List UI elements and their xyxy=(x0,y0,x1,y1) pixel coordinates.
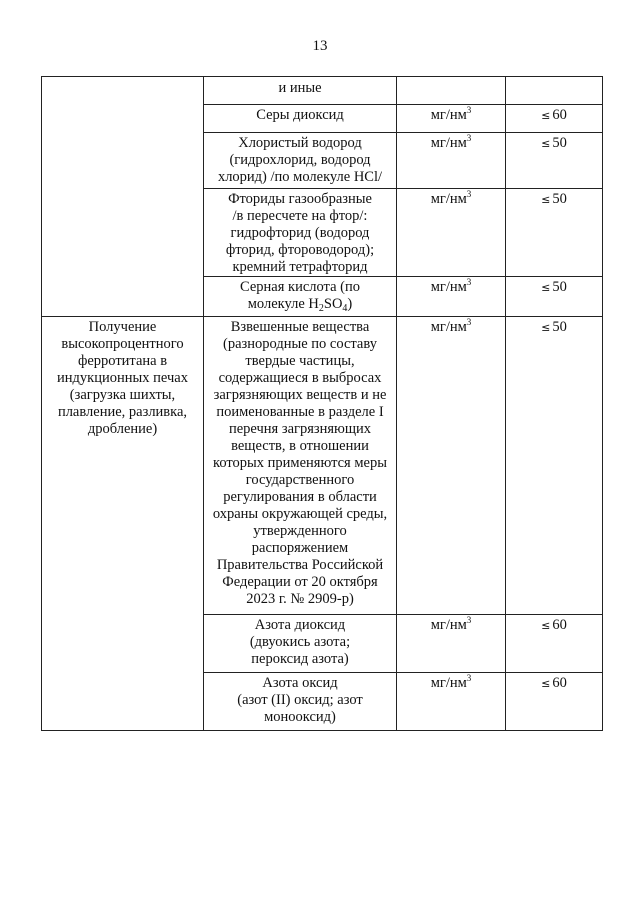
unit-text: мг/нм xyxy=(430,319,467,335)
unit-cell xyxy=(397,317,506,615)
limit-value: 60 xyxy=(552,107,567,123)
formula-subscript: 2 xyxy=(318,303,324,314)
unit-cell xyxy=(397,133,506,189)
unit-cell xyxy=(397,189,506,277)
less-or-equal-sign: ≤ xyxy=(541,193,551,206)
limit-cell xyxy=(506,277,603,317)
substance-cell xyxy=(204,615,397,673)
limit-cell xyxy=(506,105,603,133)
substance-line: поименованные в разделе I xyxy=(216,404,384,420)
unit-cell xyxy=(397,615,506,673)
substance-line: веществ, в отношении xyxy=(231,438,369,454)
substance-line: Взвешенные вещества xyxy=(230,319,370,335)
process-line: плавление, разливка, xyxy=(57,404,188,420)
unit-text: мг/нм xyxy=(430,675,467,691)
formula-prefix: молекуле H xyxy=(247,296,319,312)
substance-cell xyxy=(204,317,397,615)
substance-cell xyxy=(204,77,397,105)
unit-cell xyxy=(397,277,506,317)
less-or-equal-sign: ≤ xyxy=(541,321,551,334)
substance-line: которых применяются меры xyxy=(213,455,387,471)
unit-exponent: 3 xyxy=(466,189,472,199)
less-or-equal-sign: ≤ xyxy=(541,109,551,122)
limit-cell xyxy=(506,615,603,673)
unit-text: мг/нм xyxy=(430,135,467,151)
substance-line: гидрофторид (водород xyxy=(230,225,370,241)
substance-cell xyxy=(204,673,397,731)
substance-formula-line xyxy=(208,296,392,313)
substance-line: государственного xyxy=(245,472,355,488)
page-number: 13 xyxy=(312,38,328,54)
substance-cell xyxy=(204,133,397,189)
limit-cell xyxy=(506,673,603,731)
substance-line: регулирования в области xyxy=(223,489,377,505)
substance-cell xyxy=(204,105,397,133)
process-line: (загрузка шихты, xyxy=(69,387,176,403)
less-or-equal-sign: ≤ xyxy=(541,677,551,690)
less-or-equal-sign: ≤ xyxy=(541,619,551,632)
process-line: Получение xyxy=(88,319,157,335)
substance-cell xyxy=(204,189,397,277)
formula-mid: SO xyxy=(323,296,343,312)
unit-text: мг/нм xyxy=(430,279,467,295)
unit-text: мг/нм xyxy=(430,617,467,633)
substance-line: Хлористый водород xyxy=(238,135,362,151)
substance-line: содержащиеся в выбросах xyxy=(218,370,382,386)
substance-line: Азота диоксид xyxy=(254,617,346,633)
process-line: ферротитана в xyxy=(77,353,168,369)
unit-exponent: 3 xyxy=(466,673,472,683)
substance-line: (разнородные по составу xyxy=(223,336,377,352)
formula-suffix: ) xyxy=(347,296,353,312)
less-or-equal-sign: ≤ xyxy=(541,281,551,294)
process-cell-empty xyxy=(42,77,204,317)
substance-line: пероксид азота) xyxy=(251,651,349,667)
substance-line: (азот (II) оксид; азот xyxy=(237,692,363,708)
unit-exponent: 3 xyxy=(466,277,472,287)
substance-line: (гидрохлорид, водород xyxy=(229,152,371,168)
unit-exponent: 3 xyxy=(466,105,472,115)
unit-exponent: 3 xyxy=(466,615,472,625)
substance-line: /в пересчете на фтор/: xyxy=(232,208,368,224)
substance-line: Серная кислота (по xyxy=(240,279,360,295)
limit-cell xyxy=(506,133,603,189)
process-cell xyxy=(42,317,204,731)
substance-line: загрязняющих веществ и не xyxy=(213,387,387,403)
unit-cell xyxy=(397,105,506,133)
substance-line: 2023 г. № 2909-р) xyxy=(246,591,354,607)
substance-line: (двуокись азота; xyxy=(249,634,351,650)
table-row xyxy=(42,77,603,105)
substance-line: твердые частицы, xyxy=(245,353,355,369)
limit-value: 50 xyxy=(552,279,567,295)
less-or-equal-sign: ≤ xyxy=(541,137,551,150)
substance-line: Фториды газообразные xyxy=(228,191,372,207)
limit-value: 60 xyxy=(552,675,567,691)
substance-line: утвержденного xyxy=(253,523,347,539)
substance-line: хлорид) /по молекуле HCl/ xyxy=(217,169,383,185)
unit-exponent: 3 xyxy=(466,317,472,327)
table-row xyxy=(42,317,603,615)
emissions-standards-table xyxy=(41,76,603,731)
limit-value: 60 xyxy=(552,617,567,633)
substance-line: распоряжением xyxy=(251,540,349,556)
limit-cell xyxy=(506,317,603,615)
process-line: дробление) xyxy=(87,421,158,437)
substance-line: охраны окружающей среды, xyxy=(212,506,388,522)
unit-text: мг/нм xyxy=(430,191,467,207)
limit-cell xyxy=(506,189,603,277)
substance-line: монооксид) xyxy=(264,709,336,725)
formula-subscript: 4 xyxy=(342,303,348,314)
unit-exponent: 3 xyxy=(466,133,472,143)
substance-line: фторид, фтороводород); xyxy=(225,242,375,258)
substance-line: Азота оксид xyxy=(262,675,338,691)
substance-line: Правительства Российской xyxy=(216,557,384,573)
process-line: высокопроцентного xyxy=(61,336,184,352)
unit-cell xyxy=(397,673,506,731)
substance-line: Серы диоксид xyxy=(256,107,344,123)
limit-cell xyxy=(506,77,603,105)
substance-line: и иные xyxy=(278,80,322,96)
process-line: индукционных печах xyxy=(57,370,188,386)
substance-cell xyxy=(204,277,397,317)
limit-value: 50 xyxy=(552,135,567,151)
limit-value: 50 xyxy=(552,191,567,207)
unit-cell xyxy=(397,77,506,105)
substance-line: перечня загрязняющих xyxy=(228,421,372,437)
substance-line: кремний тетрафторид xyxy=(232,259,368,275)
substance-line: Федерации от 20 октября xyxy=(222,574,378,590)
limit-value: 50 xyxy=(552,319,567,335)
unit-text: мг/нм xyxy=(430,107,467,123)
